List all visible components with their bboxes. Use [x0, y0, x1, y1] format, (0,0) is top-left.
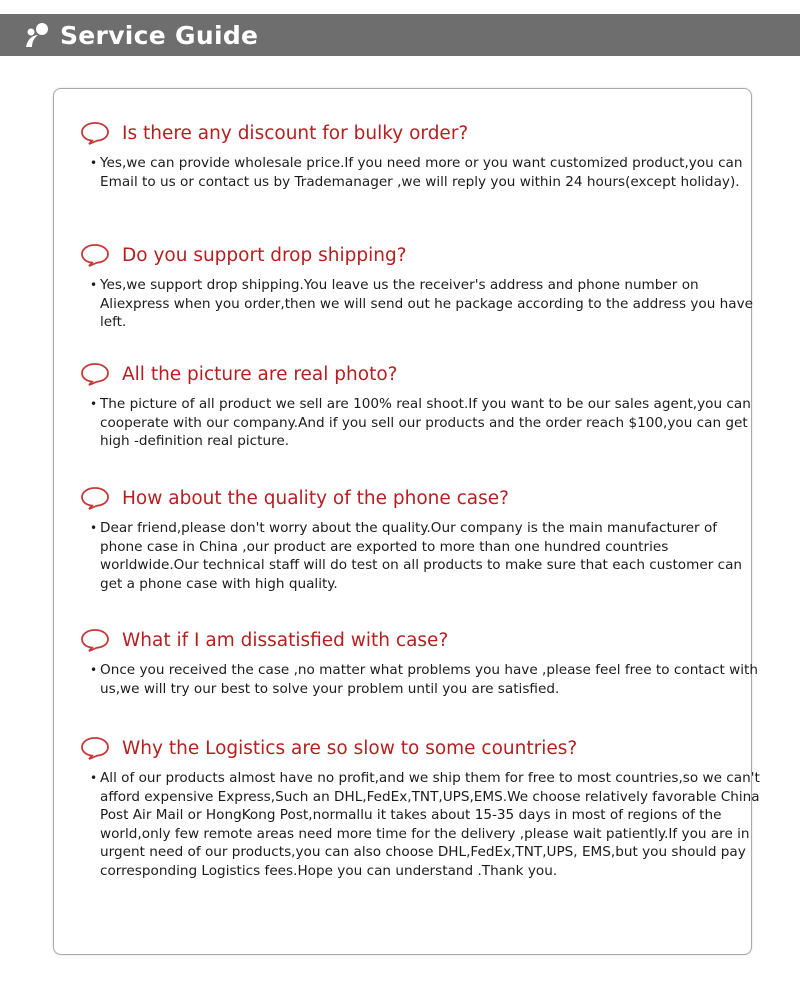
faq-panel: [53, 88, 760, 955]
faq-item: [54, 734, 760, 881]
faq-question: How about the quality of the phone case?: [122, 488, 509, 509]
faq-item: [54, 626, 758, 698]
faq-answer: • Dear friend,please don't worry about the quality.Our company is the main manufacturer of phone case in China ,our product are exported to more than one hundred countries worldwide.Our technical staff will do test on all products to make sure that each customer can get a phone case with high quality.: [90, 519, 760, 593]
faq-answer: • The picture of all product we sell are 100% real shoot.If you want to be our sales agent,you can cooperate with our company.And if you sell our products and the order reach $100,you can get high -definition real picture.: [90, 395, 760, 451]
faq-answer: • All of our products almost have no profit,and we ship them for free to most countries,so we can't afford expensive Express,Such an DHL,FedEx,TNT,UPS,EMS.We choose relatively favorable China Post Air Mail or HongKong Post,normallu it takes about 15-35 days in most of regions of the world,only few remote areas need more time for the delivery ,please wait patiently.If you are in urgent need of our products,you can also choose DHL,FedEx,TNT,UPS, EMS,but you should pay corresponding Logistics fees.Hope you can understand .Thank you.: [90, 769, 760, 881]
speech-bubble-icon: [80, 486, 110, 510]
speech-bubble-icon: [80, 243, 110, 267]
faq-question: What if I am dissatisfied with case?: [122, 630, 449, 651]
faq-answer: • Once you received the case ,no matter what problems you have ,please feel free to contact with us,we will try our best to solve your problem until you are satisfied.: [90, 661, 760, 698]
faq-question: Why the Logistics are so slow to some countries?: [122, 738, 578, 759]
faq-answer: • Yes,we can provide wholesale price.If you need more or you want customized product,you can Email to us or contact us by Trademanager ,we will reply you within 24 hours(except holiday).: [90, 154, 760, 191]
speech-bubble-icon: [80, 362, 110, 386]
header-bar: [0, 14, 800, 56]
faq-answer: • Yes,we support drop shipping.You leave us the receiver's address and phone number on Aliexpress when you order,then we will send out he package according to the address you have left.: [90, 276, 760, 332]
faq-item: [54, 484, 751, 593]
faq-item: [54, 241, 754, 332]
faq-question: Is there any discount for bulky order?: [122, 123, 469, 144]
speech-bubble-icon: [80, 736, 110, 760]
faq-item: [54, 360, 751, 451]
user-icon: [22, 21, 56, 49]
faq-item: [54, 119, 751, 191]
faq-question: Do you support drop shipping?: [122, 245, 407, 266]
page-title: Service Guide: [60, 21, 259, 50]
speech-bubble-icon: [80, 121, 110, 145]
faq-question: All the picture are real photo?: [122, 364, 398, 385]
speech-bubble-icon: [80, 628, 110, 652]
